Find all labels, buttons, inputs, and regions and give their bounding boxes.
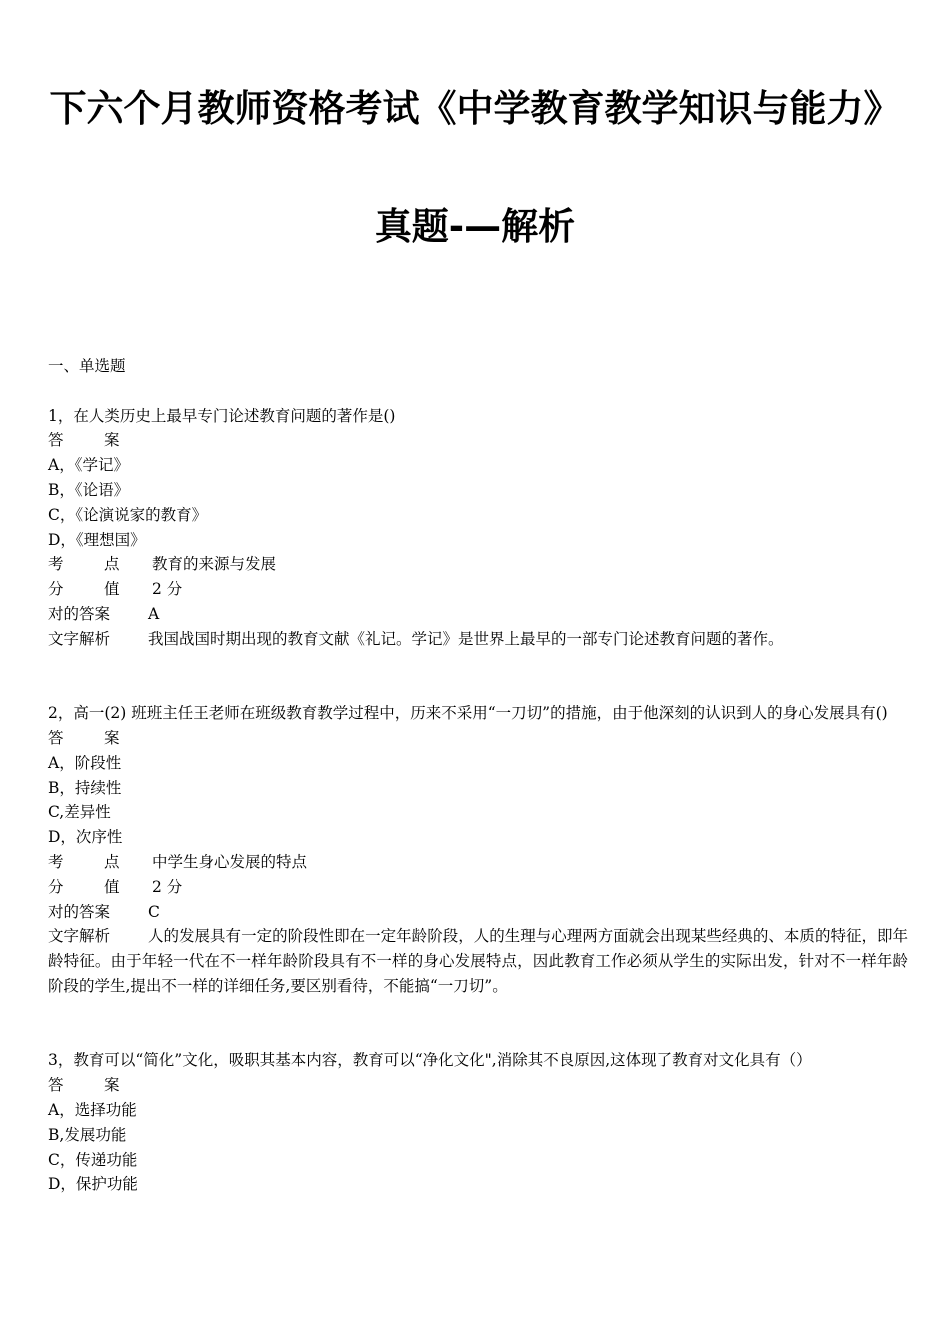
option-b: B，持续性 xyxy=(48,778,122,797)
topic-row: 考 点 中学生身心发展的特点 xyxy=(48,852,308,871)
question-stem: 3，教育可以“简化”文化，吸职其基本内容，教育可以“净化文化",消除其不良原因,这体现了教育对文化具有（） xyxy=(48,1051,812,1070)
topic-value: 中学生身心发展的特点 xyxy=(152,852,308,871)
option-a: A，阶段性 xyxy=(48,753,122,772)
question-3 xyxy=(48,1048,908,1197)
option-d: D，保护功能 xyxy=(48,1175,138,1194)
correct-answer-value: A xyxy=(148,604,160,623)
correct-answer-value: C xyxy=(148,902,160,921)
score-value: 2 分 xyxy=(152,877,183,896)
document-title-line2: 真题-—解析 xyxy=(374,205,576,248)
document-body xyxy=(48,354,908,1197)
analysis-row: 文字解析 人的发展具有一定的阶段性即在一定年龄阶段，人的生理与心理两方面就会出现某些经典的、本质的特征，即年龄特征。由于年轻一代在不一样年龄阶段具有不一样的身心发展特点，因此教育工作必须从学生的实际出发，针对不一样年龄阶段的学生,提出不一样的详细任务,要区别看待，不能搞“一刀切”。 xyxy=(48,927,908,995)
score-value: 2 分 xyxy=(152,580,183,599)
option-a: A，《学记》 xyxy=(48,456,129,475)
option-c: C,差异性 xyxy=(48,803,111,822)
score-row: 分 值 2 分 xyxy=(48,877,183,896)
section-heading: 一、单选题 xyxy=(48,357,126,375)
question-stem: 1，在人类历史上最早专门论述教育问题的著作是() xyxy=(48,406,396,425)
option-d: D，《理想国》 xyxy=(48,530,146,549)
analysis-text: 我国战国时期出现的教育文献《礼记。学记》是世界上最早的一部专门论述教育问题的著作。 xyxy=(148,629,784,648)
topic-row: 考 点 教育的来源与发展 xyxy=(48,555,277,574)
question-stem: 2，高一(2) 班班主任王老师在班级教育教学过程中，历来不采用“一刀切”的措施，由于他深刻的认识到人的身心发展具有() xyxy=(48,704,888,723)
answer-label: 答 案 xyxy=(48,1076,120,1095)
question-1 xyxy=(48,404,908,652)
analysis-row: 文字解析 我国战国时期出现的教育文献《礼记。学记》是世界上最早的一部专门论述教育问题的著作。 xyxy=(48,629,784,648)
correct-answer-row: 对的答案 C xyxy=(48,902,160,921)
score-row: 分 值 2 分 xyxy=(48,580,183,599)
option-a: A，选择功能 xyxy=(48,1100,137,1119)
correct-answer-row: 对的答案 A xyxy=(48,604,160,623)
document-title-line1: 下六个月教师资格考试《中学教育教学知识与能力》 xyxy=(49,87,901,130)
answer-label: 答 案 xyxy=(48,728,120,747)
option-c: C，《论演说家的教育》 xyxy=(48,505,208,524)
topic-value: 教育的来源与发展 xyxy=(152,555,277,574)
option-b: B,发展功能 xyxy=(48,1125,127,1144)
question-2 xyxy=(48,701,908,999)
answer-label: 答 案 xyxy=(48,431,120,450)
analysis-text: 人的发展具有一定的阶段性即在一定年龄阶段，人的生理与心理两方面就会出现某些经典的、本质的特征，即年龄特征。由于年轻一代在不一样年龄阶段具有不一样的身心发展特点，因此教育工作必须从学生的实际出发，针对不一样年龄阶段的学生,提出不一样的详细任务,要区别看待，不能搞“一刀切”。 xyxy=(48,927,908,995)
option-d: D，次序性 xyxy=(48,828,123,847)
option-b: B，《论语》 xyxy=(48,480,130,499)
option-c: C，传递功能 xyxy=(48,1150,138,1169)
